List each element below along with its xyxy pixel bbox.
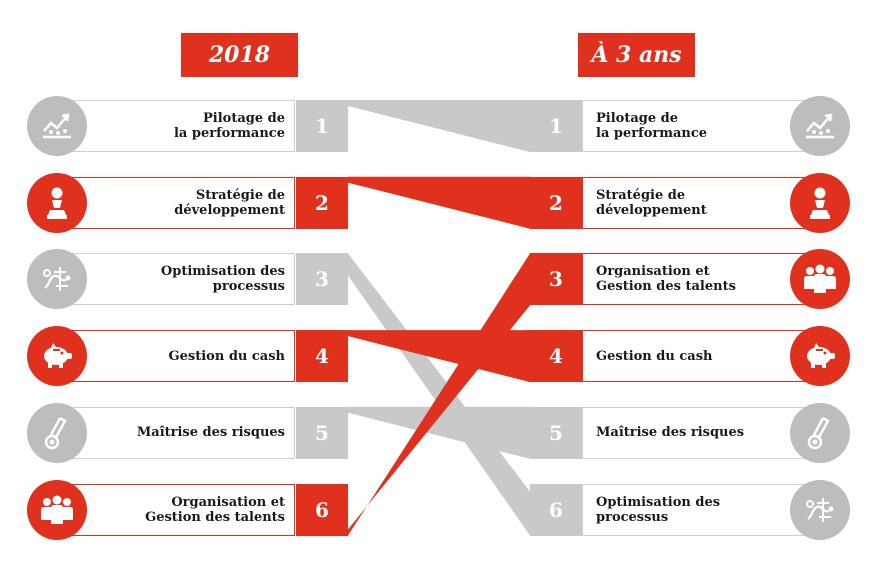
process-icon: [27, 249, 87, 309]
label-line-1: Optimisation des: [596, 494, 721, 510]
right-label-4: [596, 330, 766, 382]
right-label-5: [596, 407, 766, 459]
left-rank-4: 4: [296, 330, 348, 382]
header-a-3-ans: À 3 ans: [578, 33, 695, 77]
label-line-1: Maîtrise des risques: [136, 425, 285, 441]
label-line-2: la performance: [173, 126, 285, 141]
label-line-1: Pilotage de: [596, 111, 678, 126]
label-line-1: Gestion du cash: [596, 348, 713, 364]
right-rank-1: 1: [530, 100, 582, 152]
left-rank-2: 2: [296, 177, 348, 229]
label-line-2: Gestion des talents: [596, 279, 736, 295]
left-label-3: [115, 253, 285, 305]
label-line-2: la performance: [596, 126, 708, 141]
thermometer-icon: [790, 403, 850, 463]
right-rank-4: 4: [530, 330, 582, 382]
label-line-2: développement: [174, 202, 285, 218]
left-label-4: [115, 330, 285, 382]
chess-pawn-icon: [27, 173, 87, 233]
label-line-1: Pilotage de: [203, 111, 285, 126]
left-label-5: [115, 407, 285, 459]
label-line-2: développement: [596, 202, 707, 218]
connector-2-to-2: [348, 177, 530, 229]
right-rank-3: 3: [530, 253, 582, 305]
left-label-2: [115, 177, 285, 229]
piggy-bank-icon: [790, 326, 850, 386]
chess-pawn-icon: [790, 173, 850, 233]
label-line-1: Organisation et: [596, 264, 710, 280]
thermometer-icon: [27, 403, 87, 463]
right-rank-6: 6: [530, 484, 582, 536]
label-line-2: processus: [596, 509, 669, 525]
label-line-1: Maîtrise des risques: [596, 425, 745, 441]
label-line-1: Organisation et: [171, 494, 285, 510]
right-rank-2: 2: [530, 177, 582, 229]
right-label-1: [596, 100, 766, 152]
people-icon: [790, 249, 850, 309]
label-line-1: Optimisation des: [160, 264, 285, 280]
label-line-1: Stratégie de: [596, 187, 686, 203]
left-label-1: [115, 100, 285, 152]
connector-1-to-1: [348, 100, 530, 152]
label-line-2: processus: [212, 279, 285, 295]
label-line-1: Stratégie de: [195, 187, 285, 203]
left-label-6: [115, 484, 285, 536]
right-rank-5: 5: [530, 407, 582, 459]
label-line-1: Gestion du cash: [168, 348, 285, 364]
piggy-bank-icon: [27, 326, 87, 386]
left-rank-6: 6: [296, 484, 348, 536]
chart-icon: [790, 96, 850, 156]
chart-icon: [27, 96, 87, 156]
right-label-2: [596, 177, 766, 229]
header-2018: 2018: [181, 33, 298, 77]
left-rank-1: 1: [296, 100, 348, 152]
left-rank-5: 5: [296, 407, 348, 459]
left-rank-3: 3: [296, 253, 348, 305]
right-label-3: [596, 253, 766, 305]
right-label-6: [596, 484, 766, 536]
label-line-2: Gestion des talents: [145, 509, 285, 525]
process-icon: [790, 480, 850, 540]
people-icon: [27, 480, 87, 540]
